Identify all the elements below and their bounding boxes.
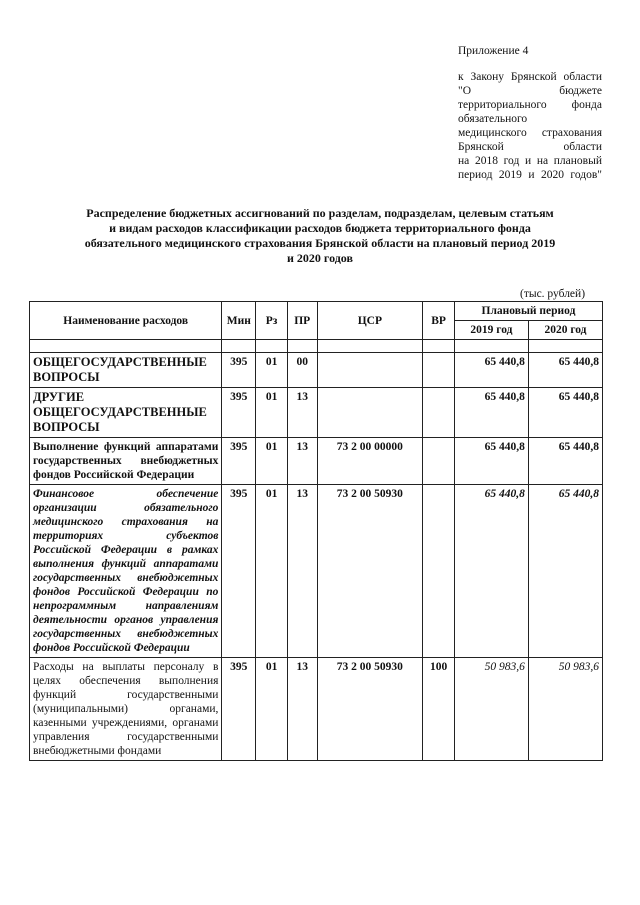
row-csr: 73 2 00 50930	[317, 658, 423, 761]
row-value-2019: 65 440,8	[454, 353, 528, 388]
appendix-title: Приложение 4	[458, 45, 529, 57]
spacer-row	[30, 340, 603, 353]
row-csr	[317, 388, 423, 438]
row-min: 395	[222, 658, 256, 761]
header-name: Наименование расходов	[30, 302, 222, 340]
header-2020: 2020 год	[528, 321, 602, 340]
row-value-2019: 65 440,8	[454, 438, 528, 485]
title-line: и 2020 годов	[287, 251, 353, 265]
row-name: Выполнение функций аппаратами государственных внебюджетных фондов Российской Федерации	[30, 438, 222, 485]
row-pr: 13	[287, 658, 317, 761]
row-vr: 100	[423, 658, 455, 761]
row-pr: 13	[287, 388, 317, 438]
appendix-line: на 2018 год и на плановый	[458, 155, 602, 167]
row-pr: 13	[287, 438, 317, 485]
row-csr: 73 2 00 50930	[317, 485, 423, 658]
row-vr	[423, 388, 455, 438]
appendix-line: территориального фонда	[458, 99, 602, 111]
row-vr	[423, 485, 455, 658]
row-min: 395	[222, 485, 256, 658]
row-rz: 01	[256, 485, 288, 658]
row-name: Финансовое обеспечение организации обязательного медицинского страхования на территориях субъектов Российской Федерации в рамках выполнения функций аппаратами государственных внебюджетных фондов Российской Федерации по непрограммным направлениям деятельности органов управления государственных внебюджетных фондов Российской Федерации	[30, 485, 222, 658]
table-row	[30, 353, 603, 388]
header-rz: Рз	[256, 302, 288, 340]
row-csr	[317, 353, 423, 388]
title-line: Распределение бюджетных ассигнований по разделам, подразделам, целевым статьям	[86, 206, 554, 220]
row-value-2020: 65 440,8	[528, 353, 602, 388]
row-csr: 73 2 00 00000	[317, 438, 423, 485]
table-row	[30, 485, 603, 658]
header-period: Плановый период	[454, 302, 602, 321]
header-row	[30, 302, 603, 321]
budget-table	[29, 301, 603, 761]
appendix-block	[458, 44, 602, 182]
document-title	[40, 206, 600, 266]
row-min: 395	[222, 388, 256, 438]
row-value-2020: 50 983,6	[528, 658, 602, 761]
appendix-line: период 2019 и 2020 годов"	[458, 169, 602, 181]
header-csr: ЦСР	[317, 302, 423, 340]
table-row	[30, 438, 603, 485]
title-line: обязательного медицинского страхования Брянской области на плановый период 2019	[84, 236, 556, 250]
header-pr: ПР	[287, 302, 317, 340]
row-rz: 01	[256, 353, 288, 388]
row-value-2020: 65 440,8	[528, 388, 602, 438]
units-label: (тыс. рублей)	[520, 288, 586, 300]
header-vr: ВР	[423, 302, 455, 340]
row-value-2020: 65 440,8	[528, 485, 602, 658]
header-min: Мин	[222, 302, 256, 340]
row-rz: 01	[256, 388, 288, 438]
table-row	[30, 388, 603, 438]
row-vr	[423, 353, 455, 388]
row-pr: 13	[287, 485, 317, 658]
header-2019: 2019 год	[454, 321, 528, 340]
row-rz: 01	[256, 438, 288, 485]
row-name: Расходы на выплаты персоналу в целях обеспечения выполнения функций государственными (муниципальными) органами, казенными учреждениями, органами управления государственными внебюджетными фондами	[30, 658, 222, 761]
row-min: 395	[222, 438, 256, 485]
row-value-2019: 50 983,6	[454, 658, 528, 761]
appendix-line: к Закону Брянской области	[458, 71, 602, 83]
row-value-2020: 65 440,8	[528, 438, 602, 485]
appendix-line: "О бюджете	[458, 85, 602, 97]
appendix-line: обязательного	[458, 113, 528, 125]
row-value-2019: 65 440,8	[454, 388, 528, 438]
appendix-line: медицинского страхования	[458, 127, 602, 139]
row-min: 395	[222, 353, 256, 388]
row-rz: 01	[256, 658, 288, 761]
appendix-line: Брянской области	[458, 141, 602, 153]
row-value-2019: 65 440,8	[454, 485, 528, 658]
title-line: и видам расходов классификации расходов бюджета территориального фонда	[109, 221, 531, 235]
row-vr	[423, 438, 455, 485]
table-row	[30, 658, 603, 761]
row-name: ОБЩЕГОСУДАРСТВЕННЫЕ ВОПРОСЫ	[30, 353, 222, 388]
row-name: ДРУГИЕ ОБЩЕГОСУДАРСТВЕННЫЕ ВОПРОСЫ	[30, 388, 222, 438]
row-pr: 00	[287, 353, 317, 388]
